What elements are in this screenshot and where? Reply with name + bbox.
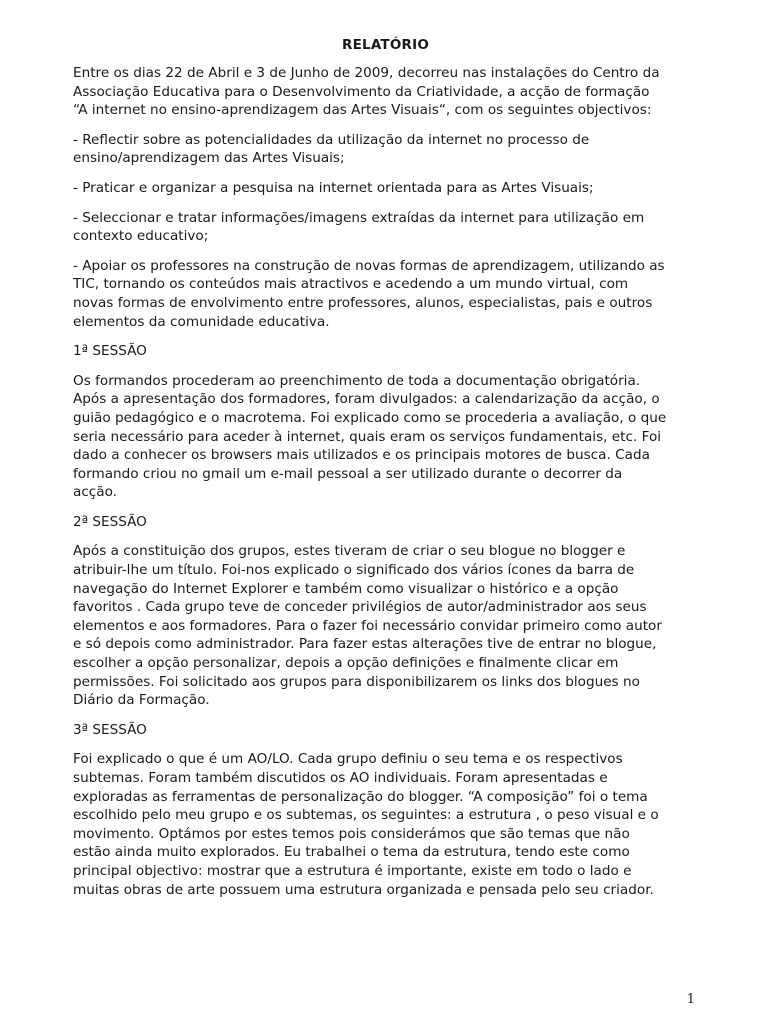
objective-item: - Praticar e organizar a pesquisa na internet orientada para as Artes Visuais; [73, 179, 594, 196]
session-heading-2: 2ª SESSÃO [73, 513, 147, 530]
session-heading-1: 1ª SESSÃO [73, 343, 147, 360]
session-text-2: Após a constituição dos grupos, estes tiveram de criar o seu blogue no blogger e atribuir-lhe um título. Foi-nos explicado o significado dos vários ícones da barra de navegação do Internet Explorer e também como visualizar o histórico e a opção favoritos . Cada grupo teve de conceder privilégios de autor/administrador aos seus elementos e aos formadores. Para o fazer foi necessário convidar primeiro como autor e só depois como administrador. Para fazer estas alterações tive de entrar no blogue, escolher a opção personalizar, depois a opção definições e finalmente clicar em permissões. Foi solicitado aos grupos para disponibilizarem os links dos blogues no Diário da Formação. [73, 543, 662, 709]
session-text-3: Foi explicado o que é um AO/LO. Cada grupo definiu o seu tema e os respectivos subtemas. Foram também discutidos os AO individuais. Foram apresentadas e exploradas as ferramentas de personalização do blogger. “A composição” foi o tema escolhido pelo meu grupo e os subtemas, os seguintes: a estrutura , o peso visual e o movimento. Optámos por estes temos pois considerámos que são temas que não estão ainda muito explorados. Eu trabalhei o tema da estrutura, tendo este como principal objectivo: mostrar que a estrutura é importante, existe em todo o lado e muitas obras de arte possuem uma estrutura organizada e pensada pelo seu criador. [73, 751, 659, 898]
document-title: RELATÓRIO [342, 37, 429, 53]
session-text-1: Os formandos procederam ao preenchimento de toda a documentação obrigatória. Após a apresentação dos formadores, foram divulgados: a calendarização da acção, o guião pedagógico e o macrotema. Foi explicado como se procederia a avaliação, o que seria necessário para aceder à internet, quais eram os serviços fundamentais, etc. Foi dado a conhecer os browsers mais utilizados e os principais motores de busca. Cada formando criou no gmail um e-mail pessoal a ser utilizado durante o decorrer da acção. [73, 372, 667, 501]
page-number: 1 [686, 992, 695, 1007]
objective-item: - Reflectir sobre as potencialidades da utilização da internet no processo de ensino/aprendizagem das Artes Visuais; [73, 131, 590, 167]
document-page [73, 36, 698, 910]
session-heading-3: 3ª SESSÃO [73, 721, 147, 738]
objective-item: - Apoiar os professores na construção de novas formas de aprendizagem, utilizando as TIC, tornando os conteúdos mais atractivos e acedendo a um mundo virtual, com novas formas de envolvimento entre professores, alunos, especialistas, pais e outros elementos da comunidade educativa. [73, 257, 665, 330]
intro-paragraph: Entre os dias 22 de Abril e 3 de Junho de 2009, decorreu nas instalações do Centro da Associação Educativa para o Desenvolvimento da Criatividade, a acção de formação “A internet no ensino-aprendizagem das Artes Visuais“, com os seguintes objectivos: [73, 65, 660, 119]
objective-item: - Seleccionar e tratar informações/imagens extraídas da internet para utilização em contexto educativo; [73, 209, 645, 245]
